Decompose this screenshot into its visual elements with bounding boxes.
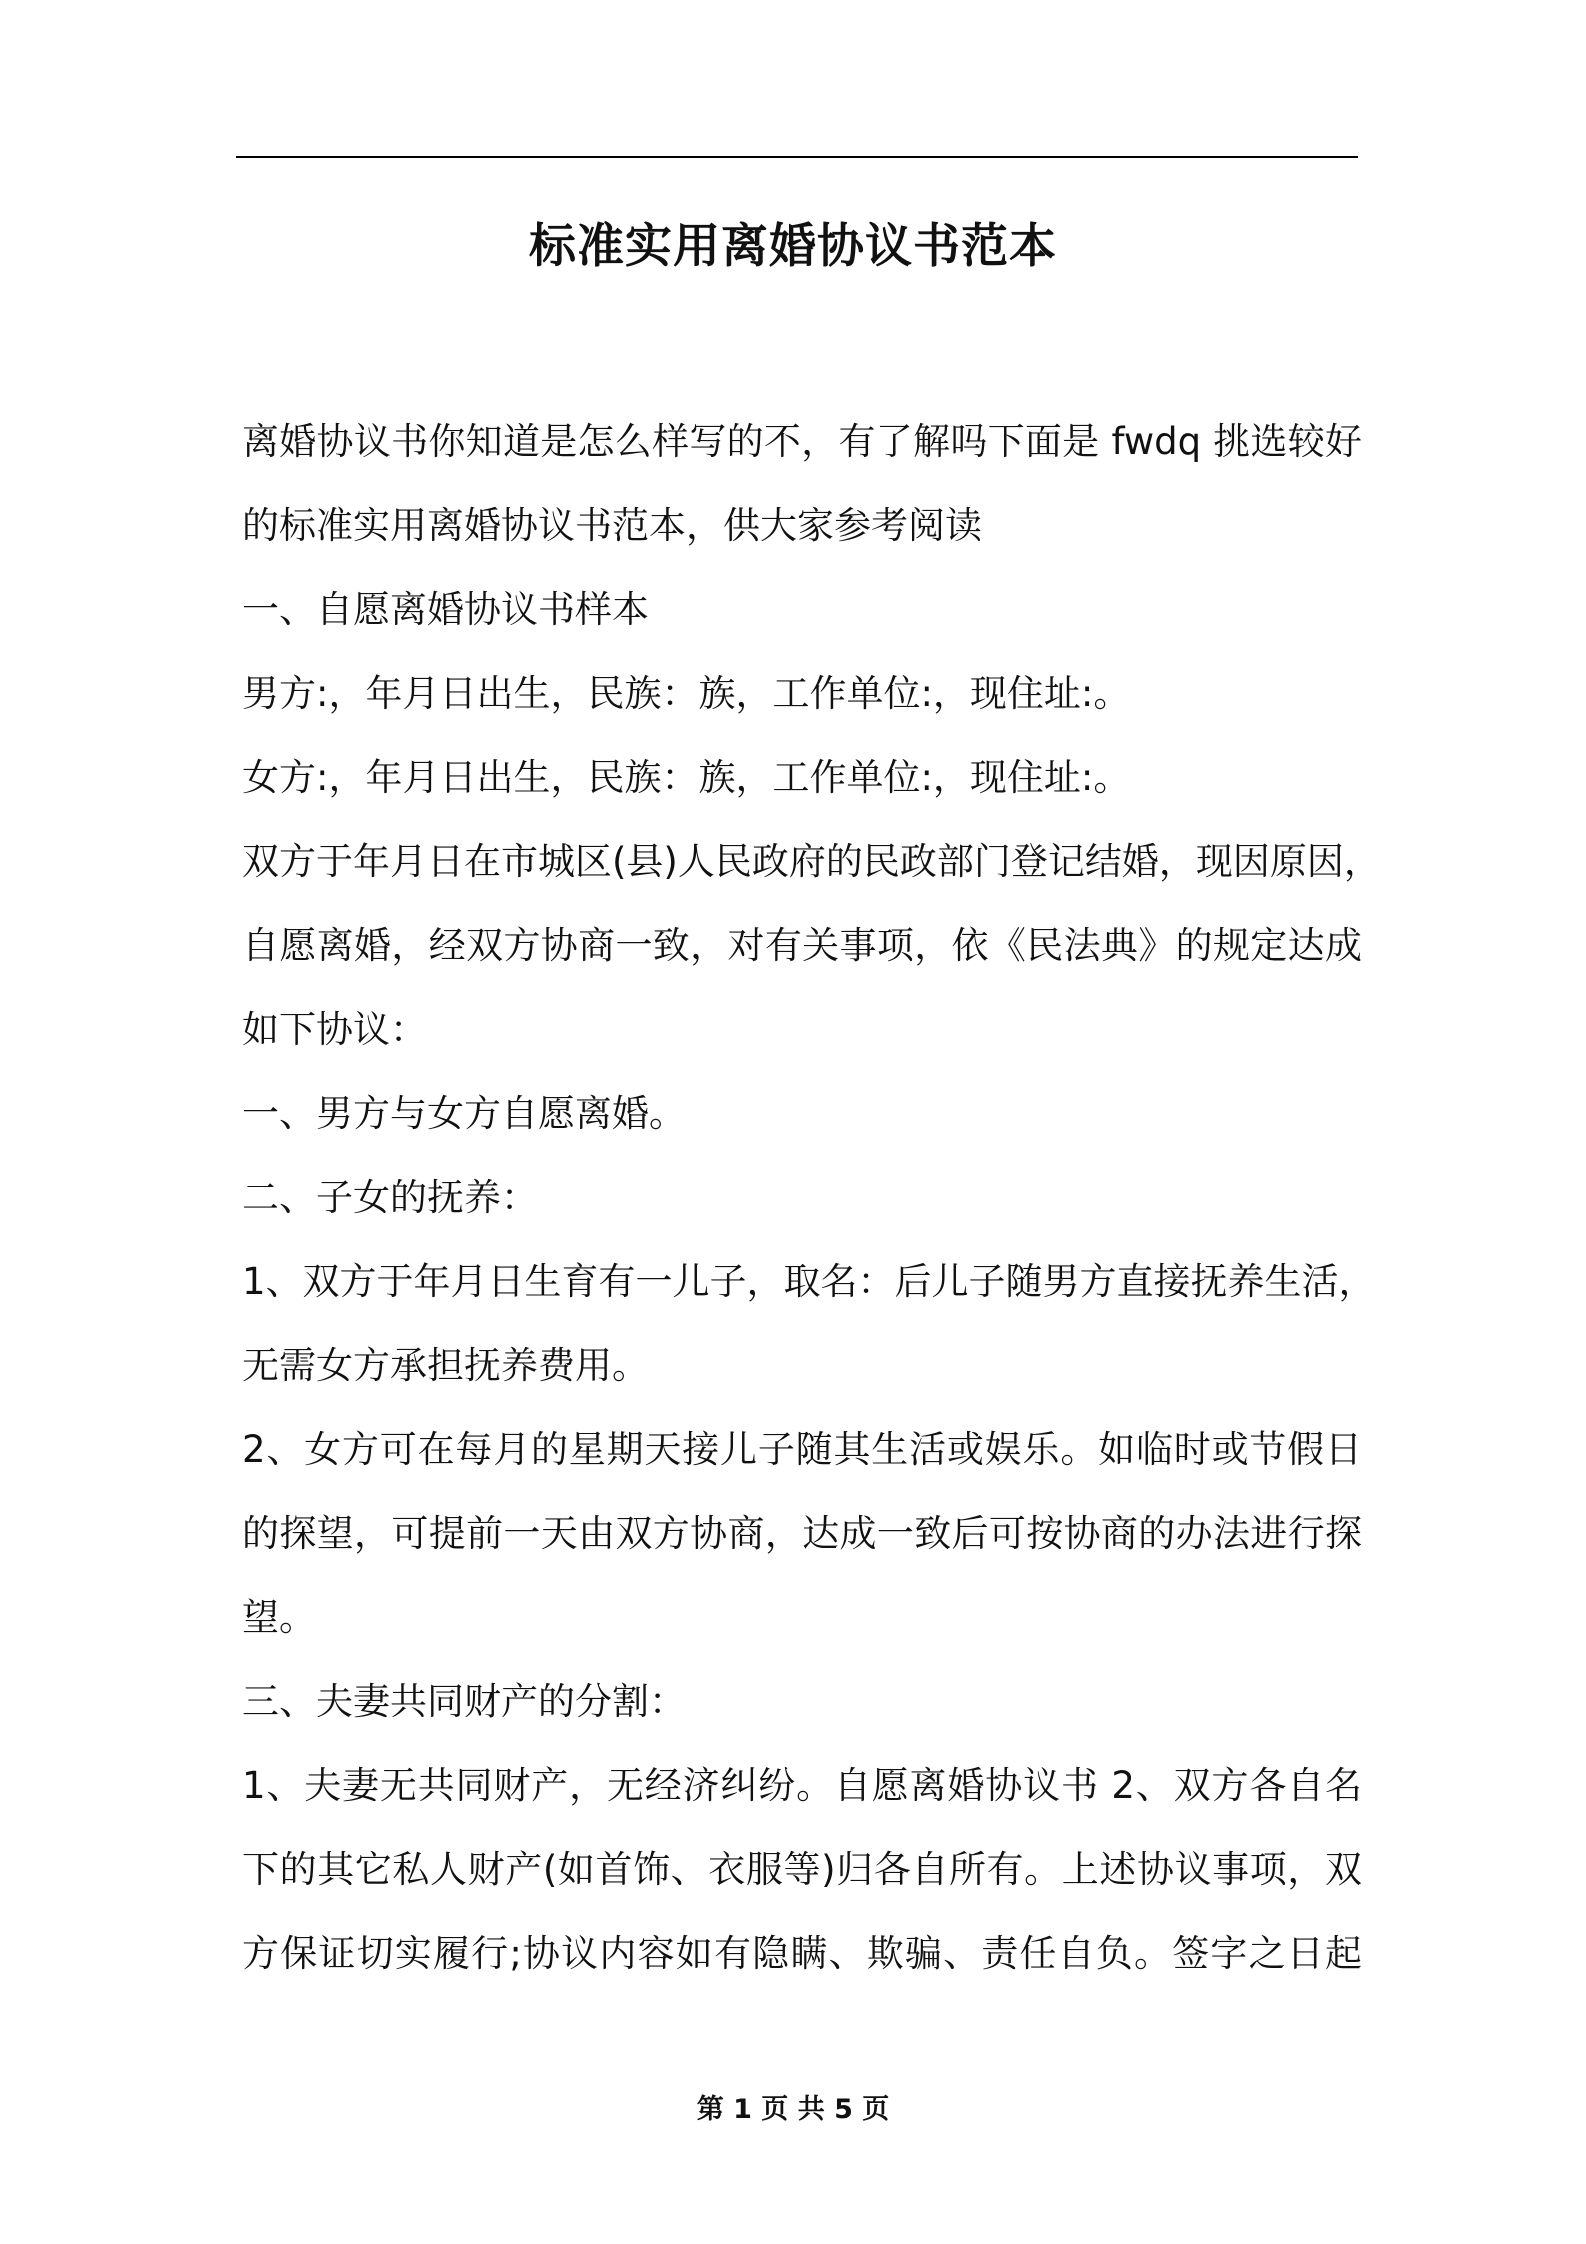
section-heading: 一、自愿离婚协议书样本 <box>242 588 649 631</box>
body-line: 的标准实用离婚协议书范本，供大家参考阅读 <box>242 504 982 547</box>
section-heading: 二、子女的抚养： <box>242 1176 538 1219</box>
document-body <box>242 400 1381 1996</box>
body-line: 2、女方可在每月的星期天接儿子随其生活或娱乐。如临时或节假日 <box>242 1428 1362 1471</box>
body-line: 双方于年月日在市城区(县)人民政府的民政部门登记结婚，现因原因， <box>242 840 1381 883</box>
body-line: 1、夫妻无共同财产，无经济纠纷。自愿离婚协议书 2、双方各自名 <box>242 1764 1362 1807</box>
header-rule <box>236 156 1358 158</box>
body-line: 的探望，可提前一天由双方协商，达成一致后可按协商的办法进行探 <box>242 1512 1362 1555</box>
body-line: 如下协议： <box>242 1008 427 1051</box>
page-number-footer: 第 1 页 共 5 页 <box>696 2094 890 2125</box>
section-heading: 三、夫妻共同财产的分割： <box>242 1680 686 1723</box>
body-line: 1、双方于年月日生育有一儿子，取名：后儿子随男方直接抚养生活， <box>242 1260 1376 1303</box>
document-title: 标准实用离婚协议书范本 <box>529 219 1057 274</box>
body-line: 无需女方承担抚养费用。 <box>242 1344 649 1387</box>
body-line: 女方:，年月日出生，民族：族，工作单位:，现住址:。 <box>242 756 1131 799</box>
body-line: 方保证切实履行;协议内容如有隐瞒、欺骗、责任自负。签字之日起 <box>242 1932 1362 1975</box>
section-heading: 一、男方与女方自愿离婚。 <box>242 1092 686 1135</box>
body-line: 下的其它私人财产(如首饰、衣服等)归各自所有。上述协议事项，双 <box>242 1848 1362 1891</box>
body-line: 望。 <box>242 1596 316 1639</box>
body-line: 男方:，年月日出生，民族：族，工作单位:，现住址:。 <box>242 672 1131 715</box>
body-line: 离婚协议书你知道是怎么样写的不，有了解吗下面是 fwdq 挑选较好 <box>242 420 1362 463</box>
body-line: 自愿离婚，经双方协商一致，对有关事项，依《民法典》的规定达成 <box>242 924 1362 967</box>
